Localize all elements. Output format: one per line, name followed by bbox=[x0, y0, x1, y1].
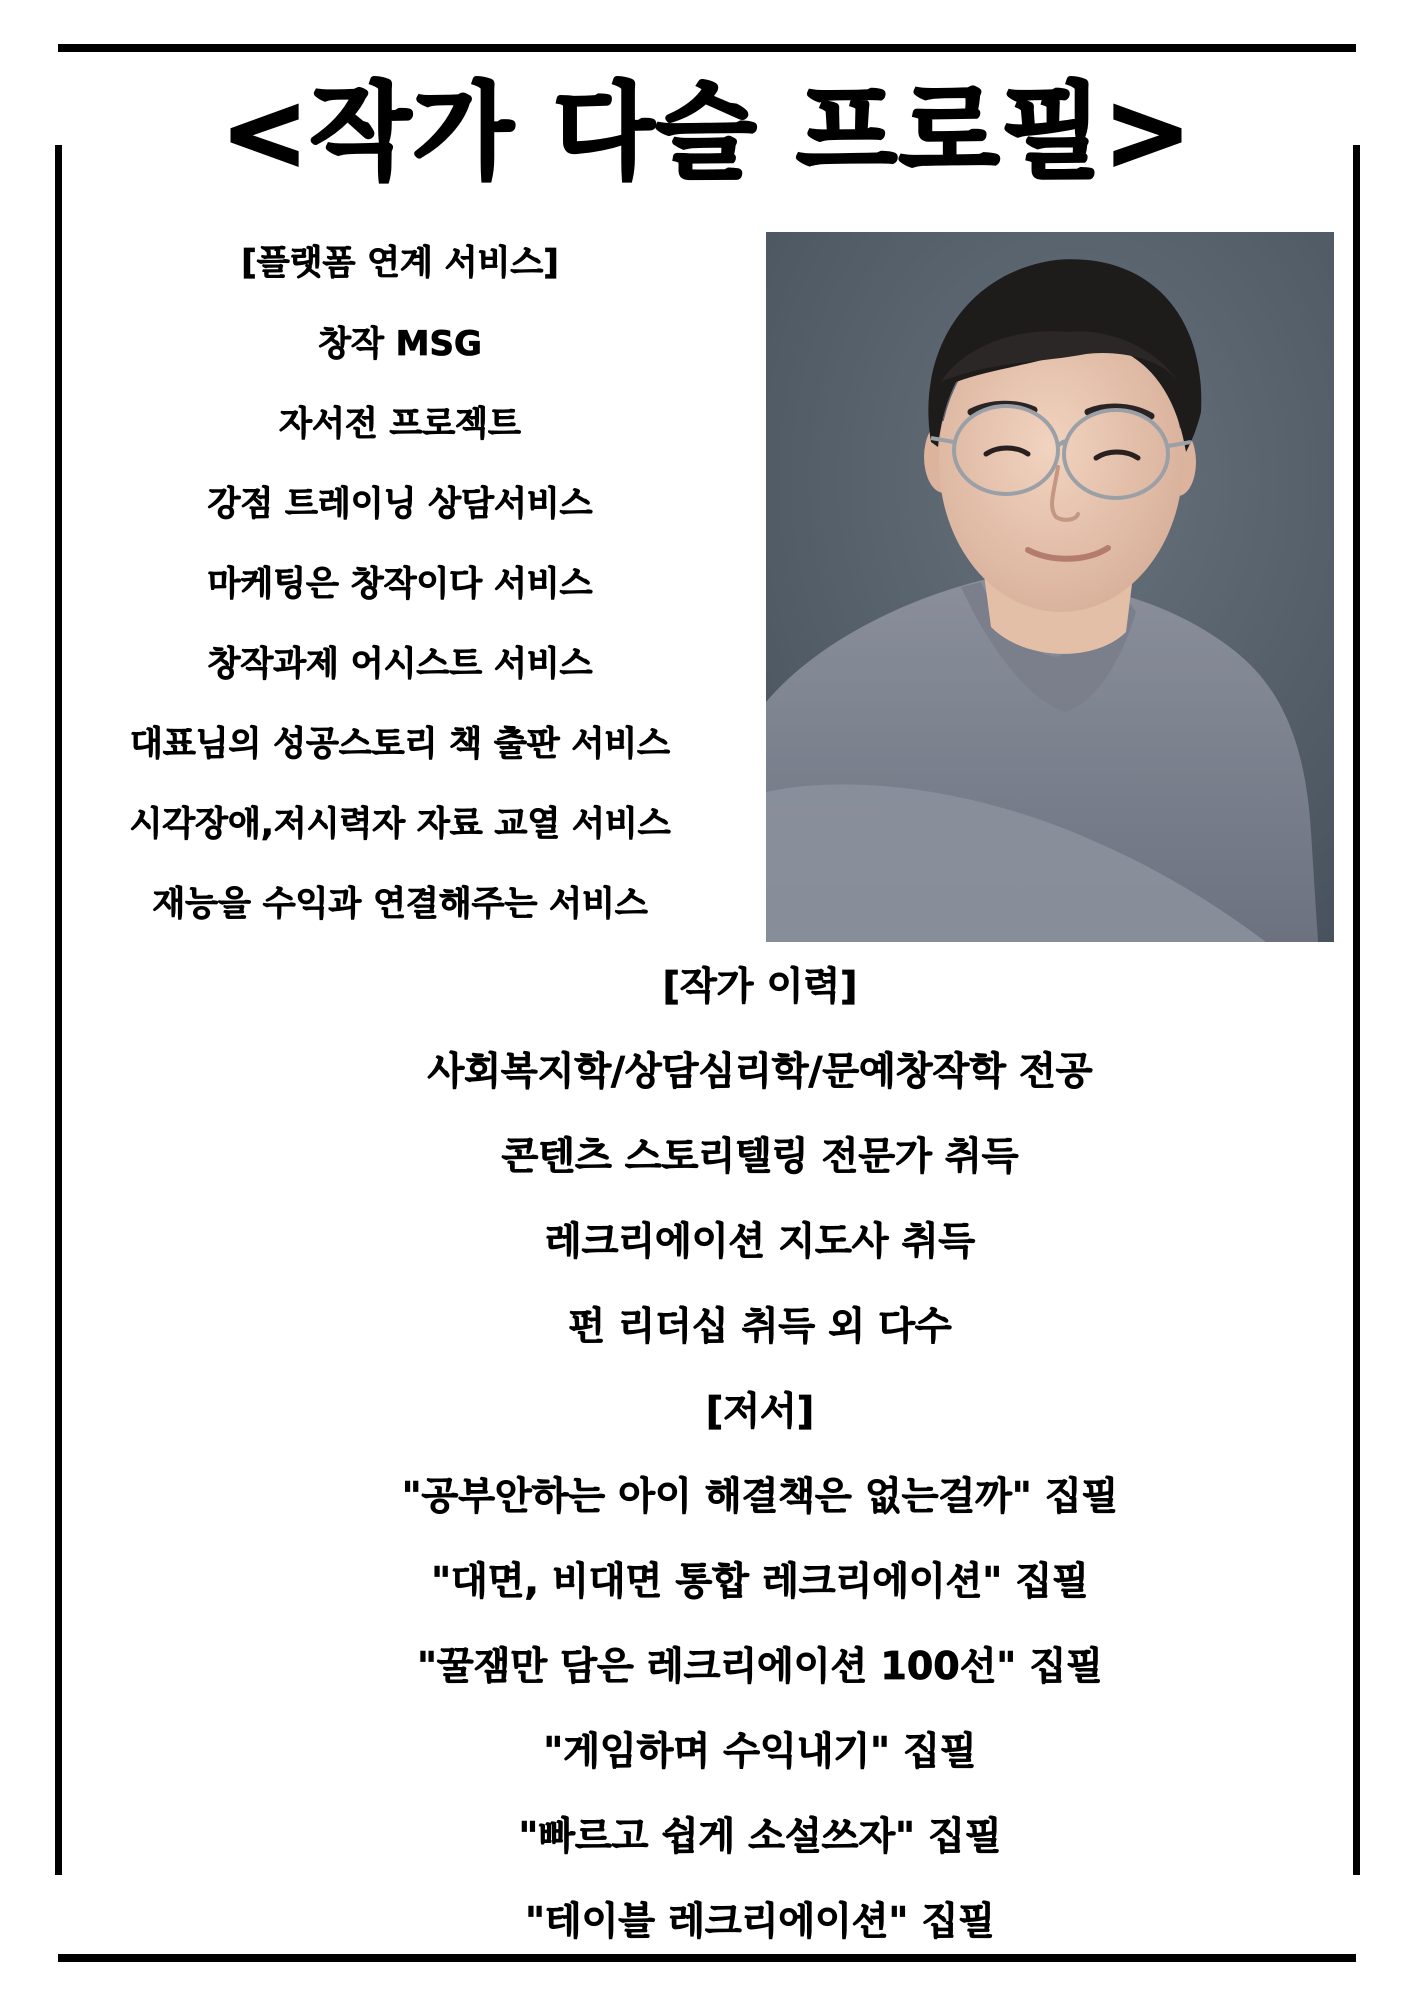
platform-item: 시각장애,저시력자 자료 교열 서비스 bbox=[129, 804, 671, 844]
top-rule bbox=[58, 44, 1356, 52]
platform-item: 강점 트레이닝 상담서비스 bbox=[207, 484, 593, 524]
platform-heading: [플랫폼 연계 서비스] bbox=[241, 243, 559, 283]
platform-item: 재능을 수익과 연결해주는 서비스 bbox=[152, 884, 648, 924]
career-item: 사회복지학/상담심리학/문예창작학 전공 bbox=[427, 1049, 1093, 1093]
bottom-rule bbox=[58, 1954, 1356, 1962]
books-heading: [저서] bbox=[705, 1389, 815, 1433]
career-item: 펀 리더십 취득 외 다수 bbox=[568, 1304, 952, 1348]
platform-item: 마케팅은 창작이다 서비스 bbox=[207, 564, 593, 604]
platform-item: 창작과제 어시스트 서비스 bbox=[207, 644, 593, 684]
book-item: "게임하며 수익내기" 집필 bbox=[543, 1729, 977, 1773]
author-photo bbox=[766, 232, 1334, 942]
book-item: "대면, 비대면 통합 레크리에이션" 집필 bbox=[431, 1559, 1089, 1603]
career-item: 레크리에이션 지도사 취득 bbox=[544, 1219, 976, 1263]
platform-item: 자서전 프로젝트 bbox=[279, 404, 521, 444]
career-item: 콘텐츠 스토리텔링 전문가 취득 bbox=[501, 1134, 1019, 1178]
platform-item: 대표님의 성공스토리 책 출판 서비스 bbox=[129, 724, 671, 764]
right-rule bbox=[1353, 145, 1360, 1875]
author-portrait-image bbox=[766, 232, 1334, 942]
career-heading: [작가 이력] bbox=[662, 964, 858, 1008]
left-rule bbox=[55, 145, 62, 1875]
book-item: "꿀잼만 담은 레크리에이션 100선" 집필 bbox=[417, 1644, 1103, 1688]
platform-item: 창작 MSG bbox=[318, 324, 482, 364]
page-title: <작가 다슬 프로필> bbox=[221, 71, 1193, 193]
book-item: "테이블 레크리에이션" 집필 bbox=[525, 1899, 995, 1943]
book-item: "공부안하는 아이 해결책은 없는걸까" 집필 bbox=[401, 1474, 1119, 1518]
book-item: "빠르고 쉽게 소설쓰자" 집필 bbox=[518, 1814, 1002, 1858]
